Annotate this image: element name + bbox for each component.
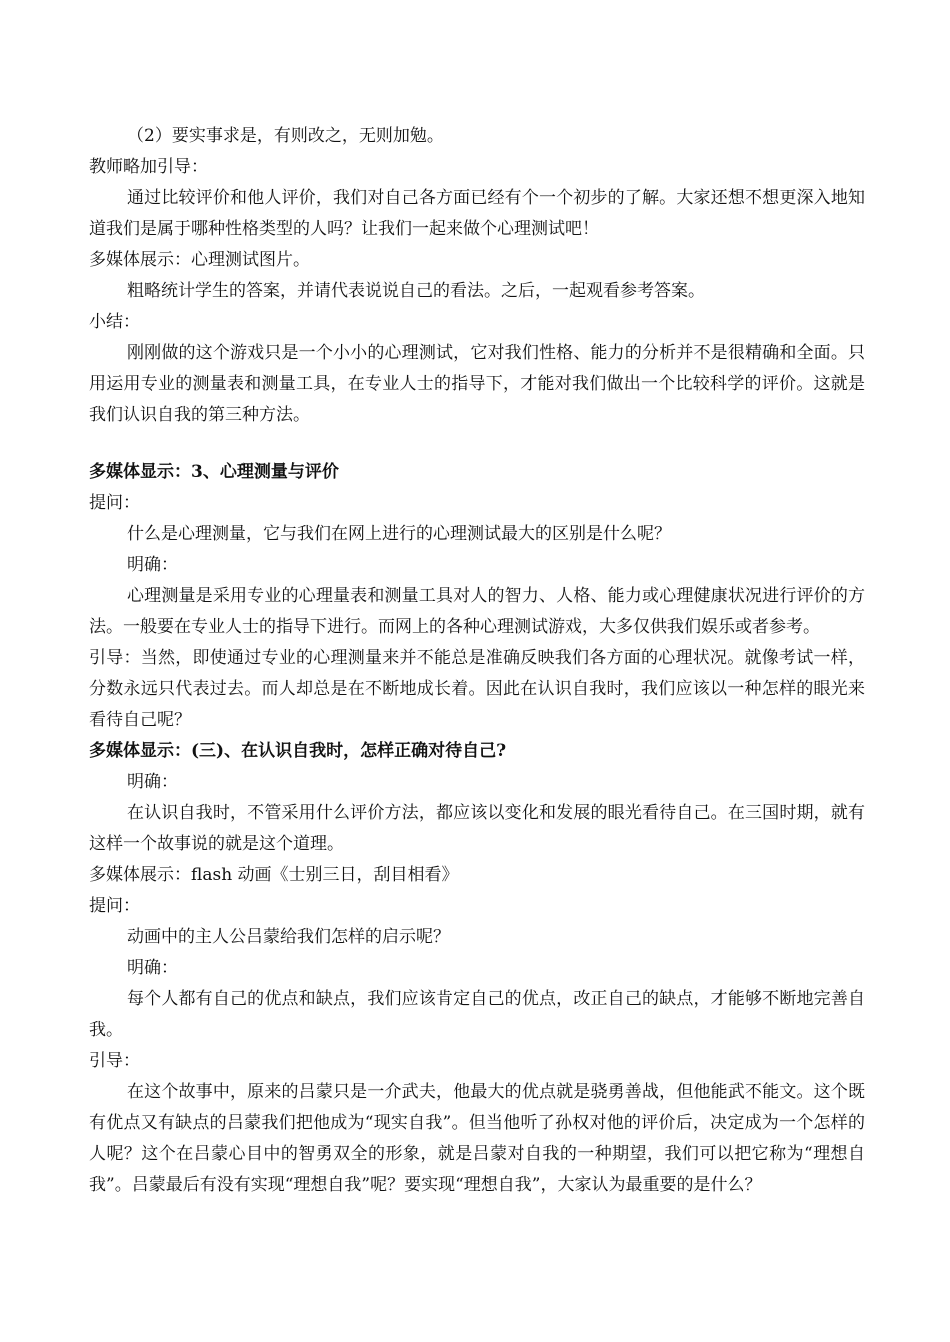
paragraph: 提问： (89, 493, 140, 513)
paragraph: 在认识自我时，不管采用什么评价方法，都应该以变化和发展的眼光看待自己。在三国时期，就有这样一个故事说的就是这个道理。 (89, 803, 865, 854)
paragraph: 刚刚做的这个游戏只是一个小小的心理测试，它对我们性格、能力的分析并不是很精确和全面。只用运用专业的测量表和测量工具，在专业人士的指导下，才能对我们做出一个比较科学的评价。这就是我们认识自我的第三种方法。 (89, 343, 865, 425)
paragraph: 小结： (89, 312, 140, 332)
paragraph: 粗略统计学生的答案，并请代表说说自己的看法。之后，一起观看参考答案。 (127, 281, 705, 301)
paragraph: 明确： (127, 555, 178, 575)
paragraph: 多媒体展示：心理测试图片。 (89, 250, 310, 270)
document-body (89, 121, 865, 1201)
paragraph: 教师略加引导： (89, 157, 208, 177)
paragraph: 动画中的主人公吕蒙给我们怎样的启示呢？ (127, 927, 450, 947)
paragraph: 多媒体展示：flash 动画《士别三日，刮目相看》 (89, 865, 459, 885)
paragraph: 通过比较评价和他人评价，我们对自己各方面已经有个一个初步的了解。大家还想不想更深入地知道我们是属于哪种性格类型的人吗？让我们一起来做个心理测试吧！ (89, 188, 865, 239)
paragraph: 提问： (89, 896, 140, 916)
paragraph: 每个人都有自己的优点和缺点，我们应该肯定自己的优点，改正自己的缺点，才能够不断地完善自我。 (89, 989, 865, 1040)
paragraph: 引导：当然，即使通过专业的心理测量来并不能总是准确反映我们各方面的心理状况。就像考试一样，分数永远只代表过去。而人却总是在不断地成长着。因此在认识自我时，我们应该以一种怎样的眼光来看待自己呢？ (89, 648, 865, 730)
paragraph: 什么是心理测量，它与我们在网上进行的心理测试最大的区别是什么呢？ (127, 524, 671, 544)
paragraph: 心理测量是采用专业的心理量表和测量工具对人的智力、人格、能力或心理健康状况进行评价的方法。一般要在专业人士的指导下进行。而网上的各种心理测试游戏，大多仅供我们娱乐或者参考。 (89, 586, 865, 637)
paragraph: 引导： (89, 1051, 140, 1071)
section-heading: 多媒体显示：(三)、在认识自我时，怎样正确对待自己? (89, 741, 507, 761)
blank-line (89, 431, 865, 457)
paragraph: 在这个故事中，原来的吕蒙只是一介武夫，他最大的优点就是骁勇善战，但他能武不能文。这个既有优点又有缺点的吕蒙我们把他成为“现实自我”。但当他听了孙权对他的评价后，决定成为一个怎样的人呢？这个在吕蒙心目中的智勇双全的形象，就是吕蒙对自我的一种期望，我们可以把它称为“理想自我”。吕蒙最后有没有实现“理想自我”呢？要实现“理想自我”，大家认为最重要的是什么？ (89, 1082, 865, 1195)
section-heading: 多媒体显示：3、心理测量与评价 (89, 462, 339, 482)
paragraph: （2）要实事求是，有则改之，无则加勉。 (127, 126, 444, 146)
paragraph: 明确： (127, 958, 178, 978)
paragraph: 明确： (127, 772, 178, 792)
